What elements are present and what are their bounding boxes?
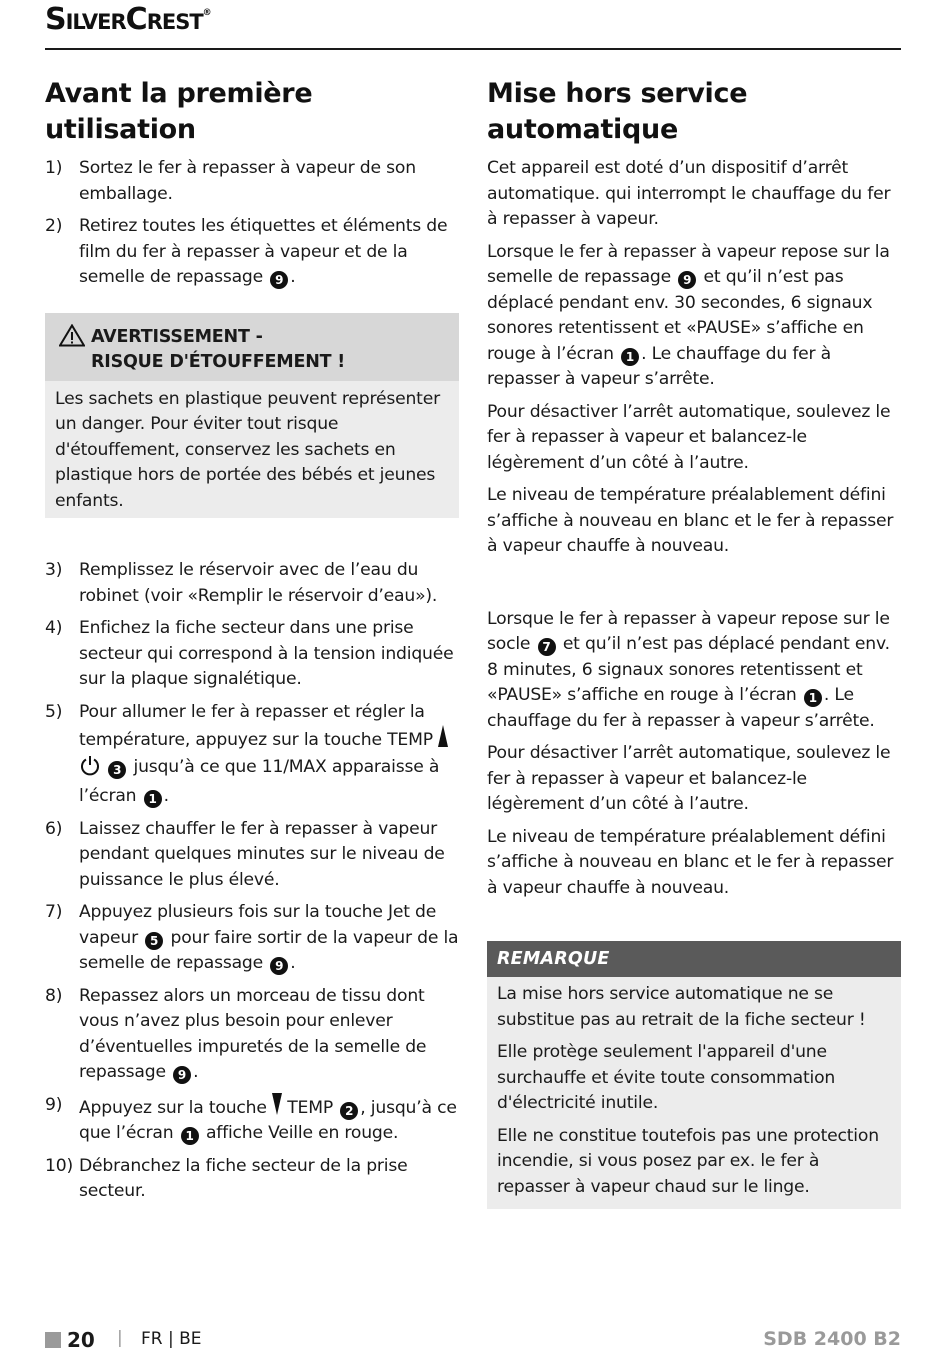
footer-square-icon <box>45 1332 61 1348</box>
warning-triangle-icon <box>59 324 85 355</box>
note-box <box>487 941 901 1209</box>
number-badge: 1 <box>181 1127 199 1145</box>
list-item: 10) Débranchez la fiche secteur de la prise secteur. <box>45 1155 408 1201</box>
list-item: 6) Laissez chauffer le fer à repasser à vapeur pendant quelques minutes sur le niveau de puissance le plus élevé. <box>45 818 445 890</box>
brand-logo: SilverCrest® <box>45 2 212 37</box>
number-badge: 9 <box>270 271 288 289</box>
power-icon <box>79 754 101 785</box>
paragraph: Lorsque le fer à repasser à vapeur repose sur le socle 7 et qu’il n’est pas déplacé pendant env. 8 minutes, 6 signaux sonores retentissent et «PAUSE» s’affiche en rouge à l’écran 1 . Le chauffage du fer à repasser à vapeur s’arrête. <box>487 608 890 731</box>
paragraph: Lorsque le fer à repasser à vapeur repose sur la semelle de repassage 9 et qu’il n’est pas déplacé pendant env. 30 secondes, 6 signaux sonores retentissent et «PAUSE» s’affiche en rouge à l’écran 1 . Le chauffage du fer à repasser à vapeur s’arrête. <box>487 241 890 389</box>
note-header: REMARQUE <box>487 941 901 977</box>
list-item: 2) Retirez toutes les étiquettes et éléments de film du fer à repasser à vapeur et de la semelle de repassage 9 . <box>45 216 448 287</box>
number-badge: 9 <box>270 957 288 975</box>
number-badge: 9 <box>173 1066 191 1084</box>
temp-up-icon <box>438 725 448 747</box>
paragraph: Le niveau de température préalablement défini s’affiche à nouveau en blanc et le fer à repasser à vapeur chauffe à nouveau. <box>487 826 894 898</box>
section-title-first-use: Avant la première utilisation <box>45 78 313 145</box>
steps-list-b <box>45 558 459 1205</box>
temp-down-icon <box>272 1093 282 1115</box>
number-badge: 7 <box>538 638 556 656</box>
list-item: 5) Pour allumer le fer à repasser et régler la température, appuyez sur la touche TEMP 3 jusqu’à ce que 11/MAX apparaisse à l’écran 1 . <box>45 700 459 810</box>
left-column <box>45 76 459 1212</box>
number-badge: 5 <box>145 932 163 950</box>
list-item: 7) Appuyez plusieurs fois sur la touche Jet de vapeur 5 pour faire sortir de la vapeur de la semelle de repassage 9 . <box>45 902 459 973</box>
steps-list-a <box>45 156 459 291</box>
paragraph: Le niveau de température préalablement défini s’affiche à nouveau en blanc et le fer à repasser à vapeur chauffe à nouveau. <box>487 485 894 556</box>
footer-divider: | <box>117 1328 123 1348</box>
paragraph: Pour désactiver l’arrêt automatique, soulevez le fer à repasser à vapeur et balancez-le légèrement d’un côté à l’autre. <box>487 401 891 473</box>
number-badge: 1 <box>804 689 822 707</box>
list-item: 4) Enfichez la fiche secteur dans une prise secteur qui correspond à la tension indiquée sur la plaque signalétique. <box>45 618 454 689</box>
page-footer <box>45 1328 901 1354</box>
spacer <box>487 567 901 607</box>
list-item: 9) Appuyez sur la touche TEMP 2 , jusqu’à ce que l’écran 1 affiche Veille en rouge. <box>45 1094 457 1143</box>
paragraph: Cet appareil est doté d’un dispositif d’arrêt automatique. qui interrompt le chauffage du fer à repasser à vapeur. <box>487 158 891 229</box>
warning-header: AVERTISSEMENT - RISQUE D'ÉTOUFFEMENT ! <box>45 313 459 381</box>
list-item: 1) Sortez le fer à repasser à vapeur de son emballage. <box>45 158 416 204</box>
number-badge: 3 <box>108 761 126 779</box>
page-number: 20 <box>67 1328 95 1352</box>
warning-body: Les sachets en plastique peuvent représenter un danger. Pour éviter tout risque d'étouffement, conservez les sachets en plastique hors de portée des bébés et jeunes enfants. <box>55 388 440 511</box>
model-number: SDB 2400 B2 <box>763 1328 901 1350</box>
paragraph: Pour désactiver l’arrêt automatique, soulevez le fer à repasser à vapeur et balancez-le légèrement d’un côté à l’autre. <box>487 743 891 814</box>
right-column <box>487 76 901 1209</box>
number-badge: 9 <box>678 271 696 289</box>
number-badge: 1 <box>144 790 162 808</box>
number-badge: 1 <box>621 348 639 366</box>
note-body: La mise hors service automatique ne se substitue pas au retrait de la fiche secteur ! Elle protège seulement l'appareil d'une surchauffe et évite toute consommation d'électricité inutile. Elle ne constitue toutefois pas une protection incendie, si vous posez par ex. le fer à repasser à vapeur chaud sur le linge. <box>497 984 879 1197</box>
list-item: 3) Remplissez le réservoir avec de l’eau du robinet (voir «Remplir le réservoir d’eau»). <box>45 560 438 606</box>
header-rule <box>45 48 901 50</box>
number-badge: 2 <box>340 1102 358 1120</box>
language-code: FR | BE <box>141 1329 202 1349</box>
list-item: 8) Repassez alors un morceau de tissu dont vous n’avez plus besoin pour enlever d’éventuelles impuretés de la semelle de repassage 9 . <box>45 985 427 1082</box>
section-title-auto-off: Mise hors service automatique <box>487 78 748 145</box>
warning-box <box>45 313 459 519</box>
